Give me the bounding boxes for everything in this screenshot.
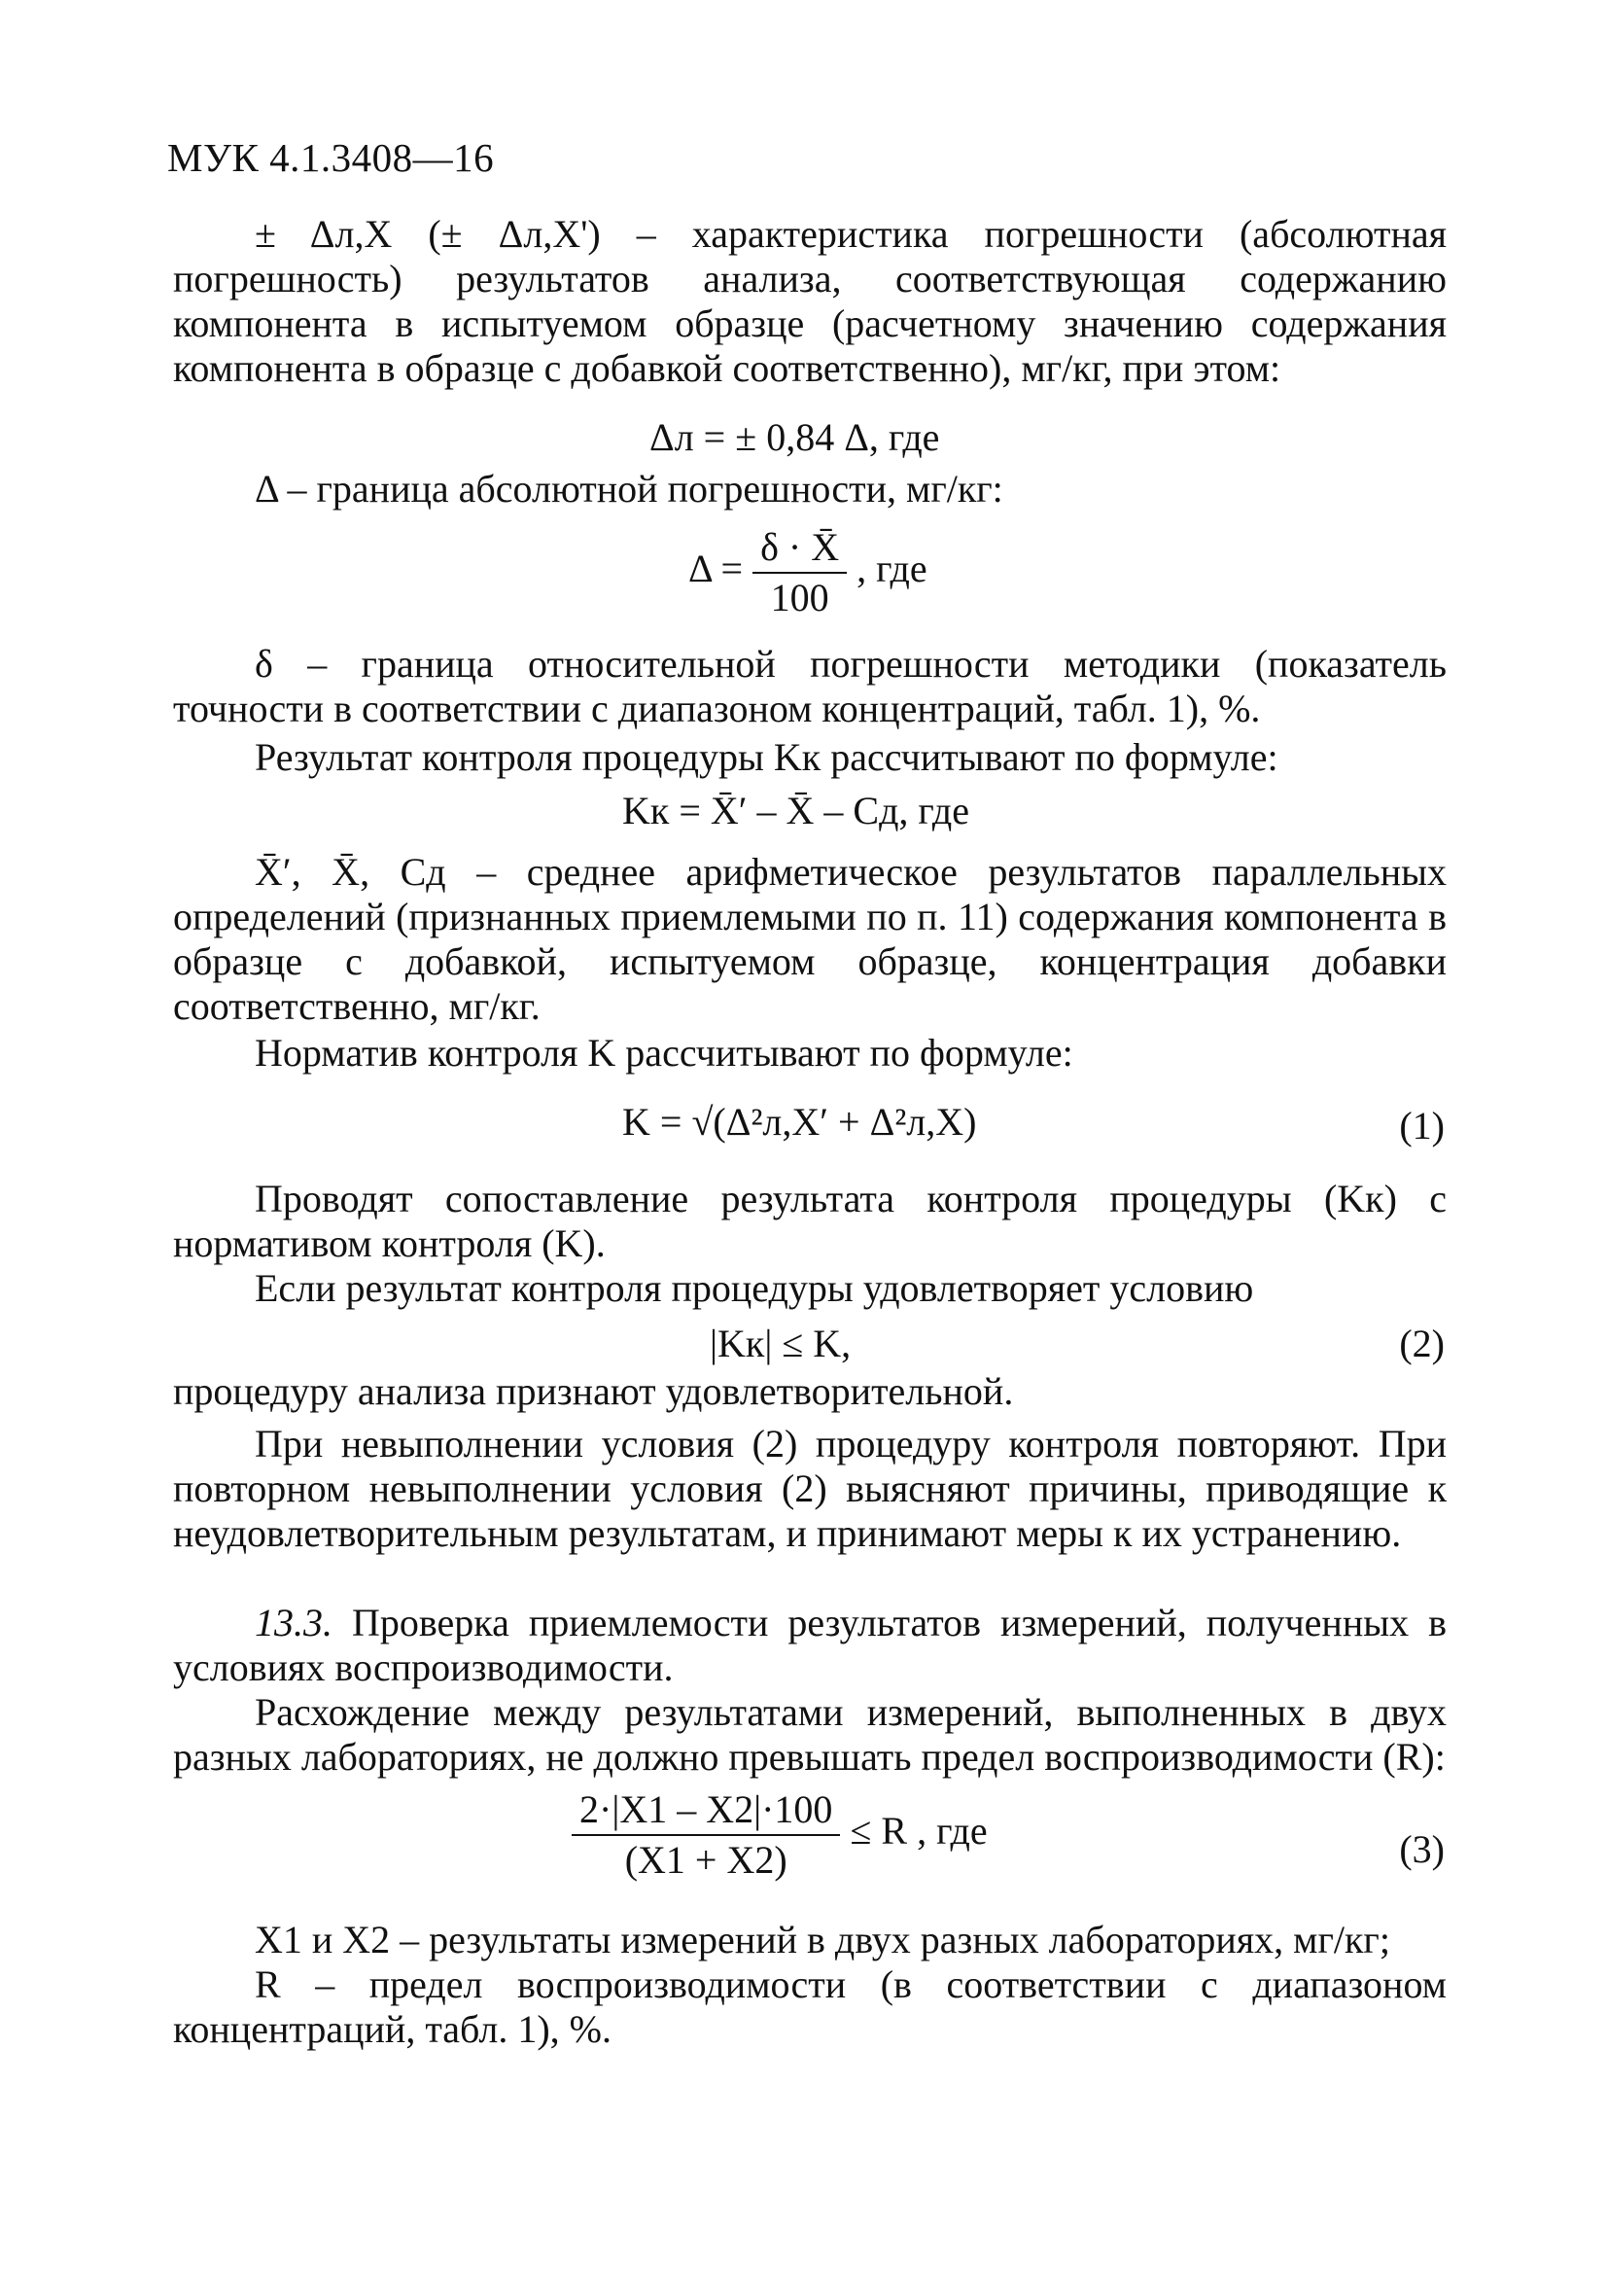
section-text: Проверка приемлемости результатов измерений, полученных в условиях воспроизводимости. [173,1601,1447,1689]
eq3-numerator: 2·|X1 – X2|·100 [572,1785,840,1836]
formula-kk: Kк = X̄′ – X̄ – Cд, где [622,789,969,832]
eq3-fraction [572,1785,840,1885]
section-number: 13.3. [255,1601,332,1644]
fraction-tail: , где [856,547,927,591]
paragraph-x1-x2: X1 и X2 – результаты измерений в двух разных лабораториях, мг/кг; [255,1918,1390,1961]
eq3-denominator: (X1 + X2) [624,1838,787,1882]
formula-eq3 [572,1785,988,1885]
paragraph-satisfactory: процедуру анализа признают удовлетворительной. [173,1369,1014,1413]
formula-delta-l: Δл = ± 0,84 Δ, где [649,415,940,459]
formula-eq2: |Kк| ≤ K, [710,1322,852,1365]
paragraph-control-result: Результат контроля процедуры Kк рассчитывают по формуле: [255,735,1278,779]
paragraph-norm: Норматив контроля K рассчитывают по формуле: [255,1031,1073,1075]
fraction [752,523,847,622]
paragraph-averages: X̄′, X̄, Cд – среднее арифметическое результатов параллельных определений (признанных приемлемыми по п. 11) содержания компонента в образце с добавкой, испытуемом образце, концентрация добавки соответственно, мг/кг. [173,850,1447,1028]
paragraph-delta-definition: ± Δл,X (± Δл,X') – характеристика погрешности (абсолютная погрешность) результатов анализа, соответствующая содержанию компонента в испытуемом образце (расчетному значению содержания компонента в образце с добавкой соответственно), мг/кг, при этом: [173,212,1447,390]
equation-number-1: (1) [1399,1104,1445,1148]
fraction-denominator: 100 [770,576,829,619]
paragraph-condition: Если результат контроля процедуры удовлетворяет условию [255,1266,1254,1310]
paragraph-comparison: Проводят сопоставление результата контроля процедуры (Kк) с нормативом контроля (K). [173,1177,1447,1265]
equation-number-3: (3) [1399,1827,1445,1871]
paragraph-section-13-3 [173,1601,1447,1690]
fraction-numerator: δ · X̄ [752,523,847,574]
paragraph-discrepancy: Расхождение между результатами измерений, выполненных в двух разных лабораториях, не должно превышать предел воспроизводимости (R): [173,1690,1447,1779]
paragraph-repeat: При невыполнении условия (2) процедуру контроля повторяют. При повторном невыполнении условия (2) выясняют причины, приводящие к неудовлетворительным результатам, и принимают меры к их устранению. [173,1422,1447,1555]
paragraph-absolute-error: Δ – граница абсолютной погрешности, мг/кг: [255,467,1003,511]
formula-eq1: K = √(Δ²л,X′ + Δ²л,X) [622,1100,977,1144]
page-header: МУК 4.1.3408—16 [167,135,495,180]
formula-delta-fraction [688,523,927,622]
eq3-tail: ≤ R , где [850,1809,988,1854]
equation-number-2: (2) [1399,1322,1445,1365]
paragraph-r-limit: R – предел воспроизводимости (в соответствии с диапазоном концентраций, табл. 1), %. [173,1962,1447,2051]
paragraph-relative-error: δ – граница относительной погрешности методики (показатель точности в соответствии с диапазоном концентраций, табл. 1), %. [173,642,1447,730]
fraction-lhs: Δ = [688,547,744,591]
